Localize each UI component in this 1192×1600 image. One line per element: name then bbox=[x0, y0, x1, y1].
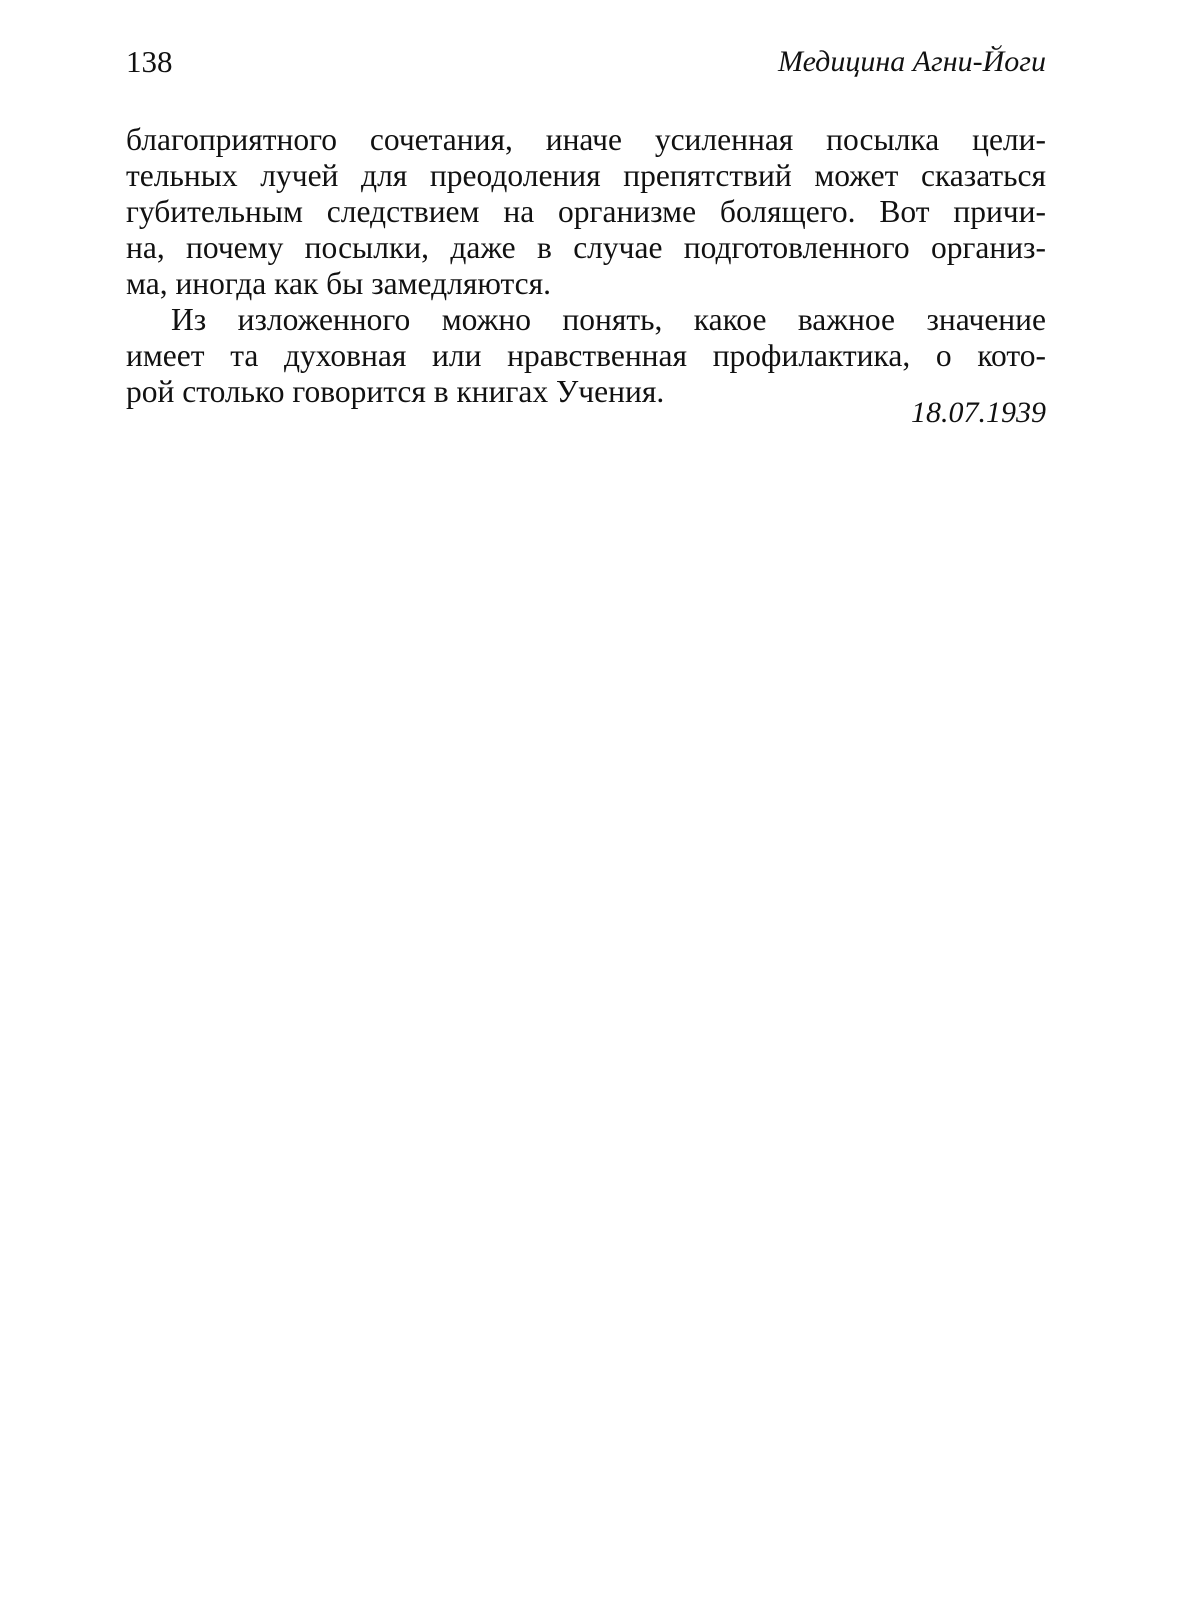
text-line: губительным следствием на организме болящего. Вот причи- bbox=[126, 194, 1046, 229]
book-title: Медицина Агни-Йоги bbox=[778, 45, 1046, 78]
text-line: ма, иногда как бы замедляются. bbox=[126, 266, 551, 301]
text-line: Из изложенного можно понять, какое важное значение bbox=[171, 302, 1046, 337]
text-line: имеет та духовная или нравственная профилактика, о кото- bbox=[126, 338, 1046, 373]
text-line: рой столько говорится в книгах Учения. bbox=[126, 374, 665, 409]
text-line: тельных лучей для преодоления препятствий может сказаться bbox=[126, 158, 1046, 193]
body-text bbox=[126, 122, 1046, 410]
dateline: 18.07.1939 bbox=[911, 396, 1046, 429]
text-line: благоприятного сочетания, иначе усиленная посылка цели- bbox=[126, 122, 1046, 157]
text-line: на, почему посылки, даже в случае подготовленного организ- bbox=[126, 230, 1046, 265]
running-header bbox=[126, 40, 1046, 84]
page-number: 138 bbox=[126, 44, 173, 79]
